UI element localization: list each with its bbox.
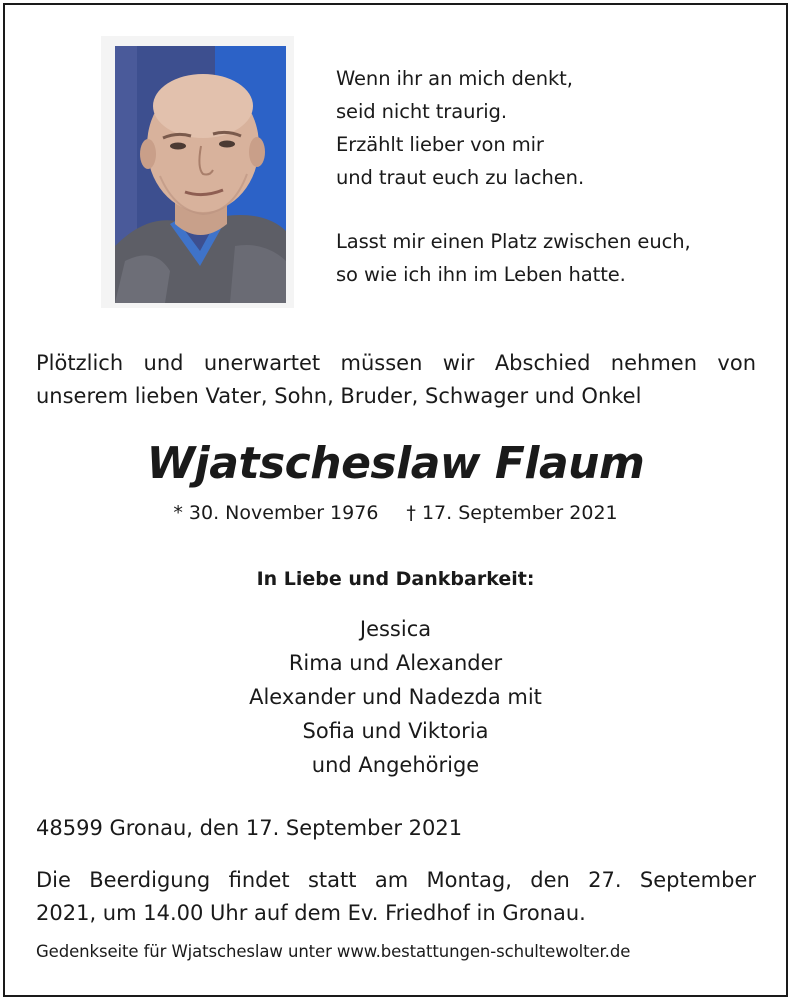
death-date: † 17. September 2021 — [406, 502, 618, 524]
poem-line: und traut euch zu lachen. — [336, 166, 585, 189]
poem-line: Erzählt lieber von mir — [336, 133, 544, 156]
life-dates — [0, 502, 791, 524]
mourner: Sofia und Viktoria — [302, 719, 489, 743]
portrait-photo — [101, 36, 294, 308]
intro-line: unserem lieben Vater, Sohn, Bruder, Schwager und Onkel — [36, 384, 642, 408]
funeral-line: Die Beerdigung findet statt am Montag, den 27. September — [36, 868, 756, 892]
poem-line: Lasst mir einen Platz zwischen euch, — [336, 230, 691, 253]
funeral-info — [36, 864, 756, 930]
mourner: Alexander und Nadezda mit — [249, 685, 542, 709]
mourner: und Angehörige — [311, 753, 480, 777]
birth-date: * 30. November 1976 — [173, 502, 379, 524]
mourner: Jessica — [359, 617, 432, 641]
deceased-name: Wjatscheslaw Flaum — [146, 438, 645, 489]
poem-line: Wenn ihr an mich denkt, — [336, 67, 573, 90]
funeral-line: 2021, um 14.00 Uhr auf dem Ev. Friedhof in Gronau. — [36, 901, 586, 925]
place-and-date: 48599 Gronau, den 17. September 2021 — [36, 816, 463, 840]
poem — [336, 62, 736, 291]
mourners-list — [0, 612, 791, 782]
mourner: Rima und Alexander — [288, 651, 503, 675]
intro-line: Plötzlich und unerwartet müssen wir Abschied nehmen von — [36, 351, 756, 375]
memorial-page-link[interactable]: Gedenkseite für Wjatscheslaw unter www.bestattungen-schultewolter.de — [36, 942, 631, 961]
intro-text — [36, 347, 756, 413]
thanks-heading: In Liebe und Dankbarkeit: — [256, 568, 535, 590]
poem-line: seid nicht traurig. — [336, 100, 507, 123]
poem-line: so wie ich ihn im Leben hatte. — [336, 263, 626, 286]
portrait-image — [115, 46, 286, 303]
